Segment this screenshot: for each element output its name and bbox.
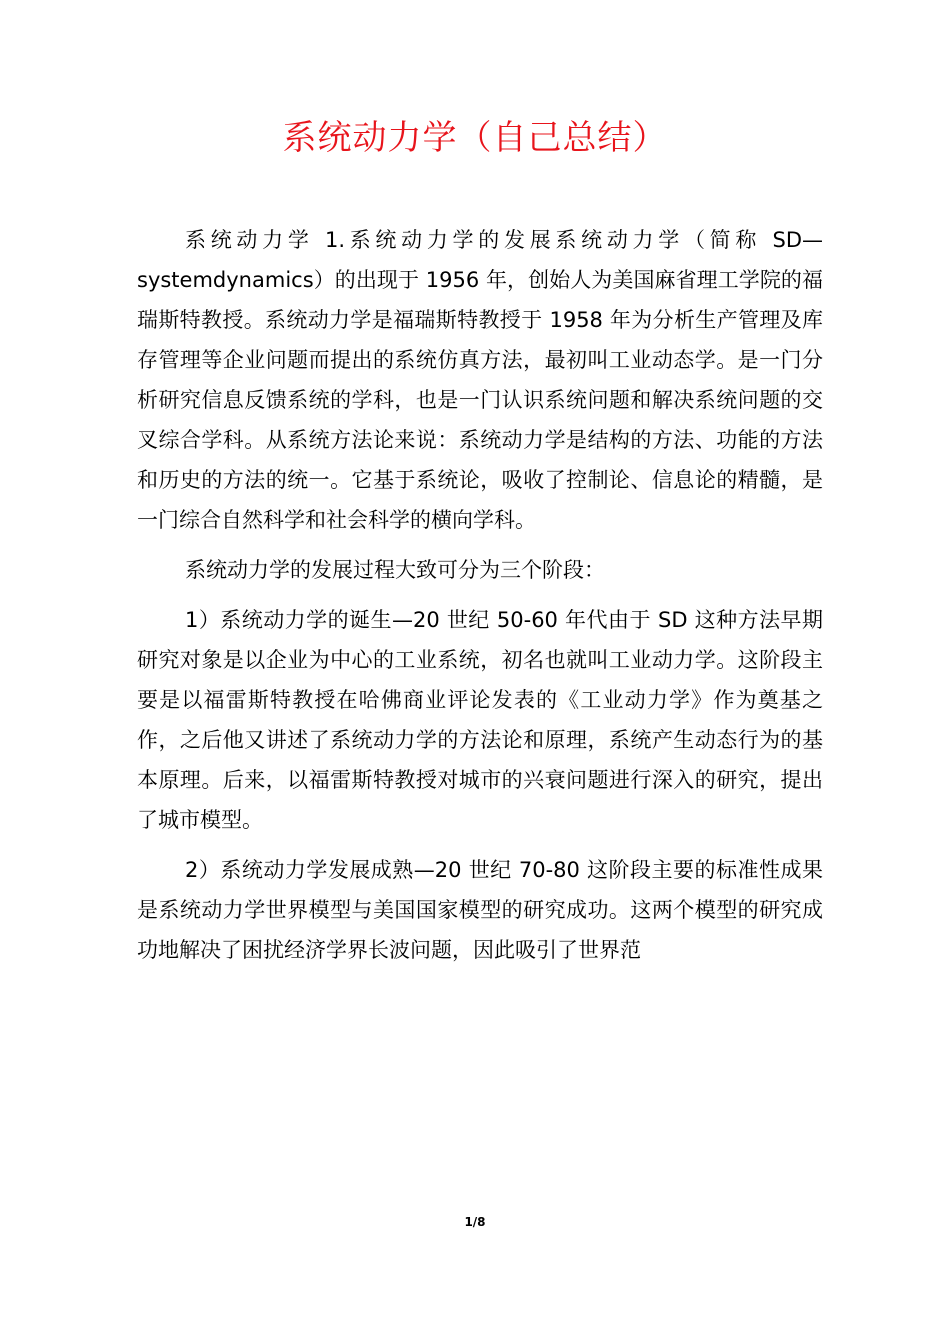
paragraph-stage-1: 1）系统动力学的诞生—20 世纪 50-60 年代由于 SD 这种方法早期研究对象是以企业为中心的工业系统，初名也就叫工业动力学。这阶段主要是以福雷斯特教授在哈佛商业评论发表的《工业动力学》作为奠基之作，之后他又讲述了系统动力学的方法论和原理，系统产生动态行为的基本原理。后来，以福雷斯特教授对城市的兴衰问题进行深入的研究，提出了城市模型。 <box>137 608 823 832</box>
page-number: 1/8 <box>464 1215 486 1229</box>
paragraph-intro: 系统动力学 1.系统动力学的发展系统动力学（简称 SD—systemdynamics）的出现于 1956 年，创始人为美国麻省理工学院的福瑞斯特教授。系统动力学是福瑞斯特教授于 1958 年为分析生产管理及库存管理等企业问题而提出的系统仿真方法，最初叫工业动态学。是一门分析研究信息反馈系统的学科，也是一门认识系统问题和解决系统问题的交叉综合学科。从系统方法论来说：系统动力学是结构的方法、功能的方法和历史的方法的统一。它基于系统论，吸收了控制论、信息论的精髓，是一门综合自然科学和社会科学的横向学科。 <box>137 228 823 532</box>
document-body <box>137 220 823 970</box>
paragraph-stage-2: 2）系统动力学发展成熟—20 世纪 70-80 这阶段主要的标准性成果是系统动力学世界模型与美国国家模型的研究成功。这两个模型的研究成功地解决了困扰经济学界长波问题，因此吸引了世界范 <box>137 858 823 962</box>
document-title: 系统动力学（自己总结） <box>282 118 668 158</box>
paragraph-stages: 系统动力学的发展过程大致可分为三个阶段： <box>185 558 605 582</box>
